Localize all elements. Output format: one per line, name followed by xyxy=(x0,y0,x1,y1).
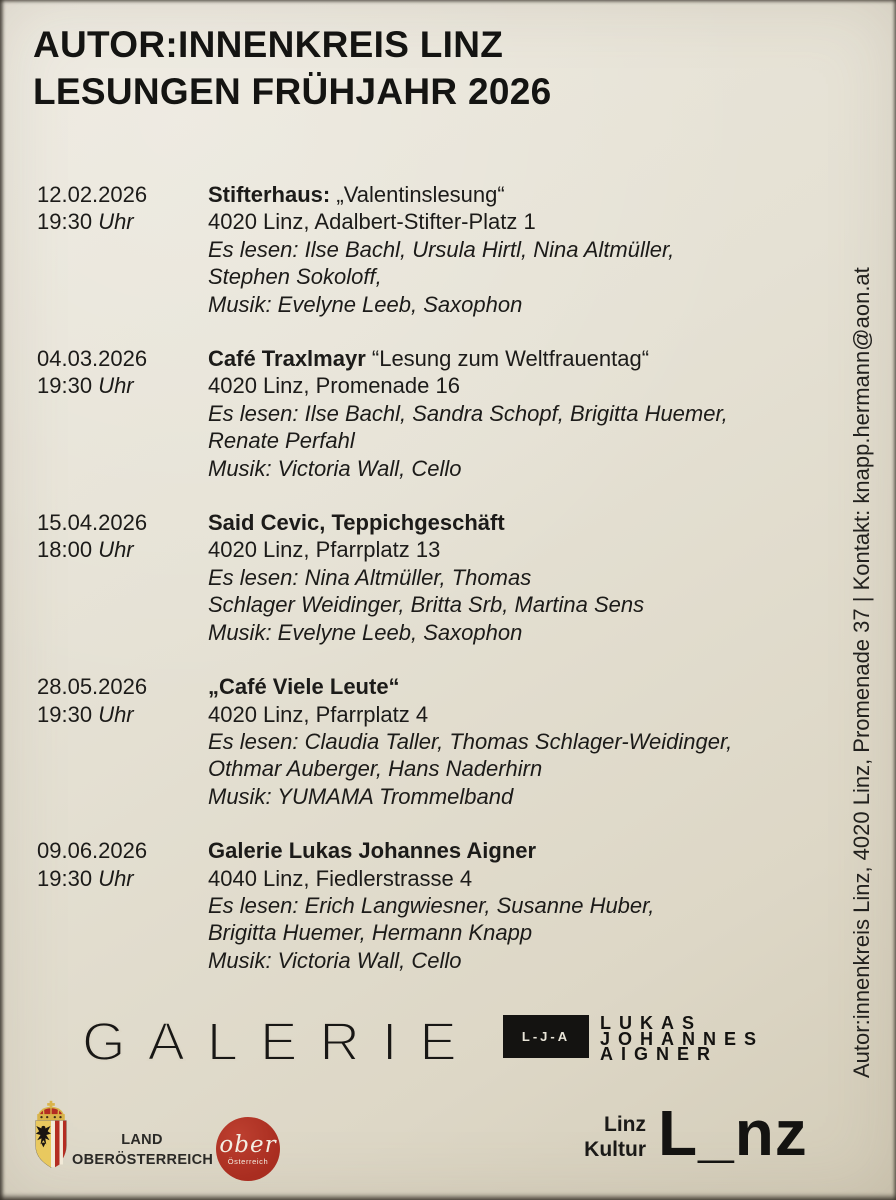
event-date: 15.04.2026 xyxy=(37,510,148,536)
event-venue: Galerie Lukas Johannes Aigner xyxy=(208,838,537,864)
oberoesterreich-logo-icon: ober Österreich xyxy=(216,1117,280,1181)
upper-austria-coat-of-arms-icon xyxy=(32,1100,70,1175)
event-date: 04.03.2026 xyxy=(37,346,148,372)
event-item xyxy=(37,673,837,810)
event-details xyxy=(208,509,837,646)
event-item xyxy=(37,837,837,974)
event-music: Musik: Evelyne Leeb, Saxophon xyxy=(208,619,523,645)
lja-logo-text: LUKAS JOHANNES AIGNER xyxy=(600,1013,765,1064)
event-time: 18:00 Uhr xyxy=(37,537,134,563)
event-readers: Es lesen: Nina Altmüller, Thomas Schlager Weidinger, Britta Srb, Martina Sens xyxy=(208,564,645,618)
event-time: 19:30 Uhr xyxy=(37,701,134,727)
event-details xyxy=(208,181,837,318)
event-date: 12.02.2026 xyxy=(37,182,148,207)
event-music: Musik: Victoria Wall, Cello xyxy=(208,947,462,973)
event-music: Musik: Evelyne Leeb, Saxophon xyxy=(208,291,523,317)
event-readers: Es lesen: Claudia Taller, Thomas Schlager-Weidinger, Othmar Auberger, Hans Naderhirn xyxy=(208,728,733,782)
event-music: Musik: Victoria Wall, Cello xyxy=(208,455,462,481)
event-datetime xyxy=(37,837,208,974)
event-venue: „Café Viele Leute“ xyxy=(208,674,400,700)
event-venue: Café Traxlmayr “Lesung zum Weltfrauentag“ xyxy=(208,346,650,372)
event-date: 09.06.2026 xyxy=(37,838,148,864)
land-oberoesterreich-label: LAND OBERÖSTERREICH xyxy=(72,1132,214,1168)
event-datetime xyxy=(37,345,208,482)
event-time: 19:30 Uhr xyxy=(37,865,134,891)
linz-kultur-label: Linz Kultur xyxy=(584,1113,646,1161)
event-venue: Stifterhaus: „Valentinslesung“ xyxy=(208,182,505,207)
event-details xyxy=(208,837,837,974)
event-readers: Es lesen: Erich Langwiesner, Susanne Huber, Brigitta Huemer, Hermann Knapp xyxy=(208,892,655,946)
event-date: 28.05.2026 xyxy=(37,674,148,700)
poster-title xyxy=(33,21,552,115)
event-item xyxy=(37,509,837,646)
event-item xyxy=(37,345,837,482)
title-line-2: LESUNGEN FRÜHJAHR 2026 xyxy=(33,71,552,112)
event-address: 4020 Linz, Pfarrplatz 4 xyxy=(208,701,429,727)
lukas-johannes-aigner-logo xyxy=(503,1015,764,1063)
event-time: 19:30 Uhr xyxy=(37,209,134,235)
event-datetime xyxy=(37,673,208,810)
event-item xyxy=(37,181,837,318)
event-address: 4020 Linz, Pfarrplatz 13 xyxy=(208,537,441,563)
event-datetime xyxy=(37,181,208,318)
event-address: 4020 Linz, Promenade 16 xyxy=(208,373,460,399)
event-list xyxy=(37,181,837,1001)
lja-logo-icon: L-J-A xyxy=(503,1015,589,1058)
side-contact-text: Autor:innenkreis Linz, 4020 Linz, Promenade 37 | Kontakt: knapp.hermann@aon.at xyxy=(849,267,874,1078)
linz-logo: L_nz xyxy=(658,1097,808,1169)
event-venue: Said Cevic, Teppichgeschäft xyxy=(208,510,505,536)
event-time: 19:30 Uhr xyxy=(37,373,134,399)
event-address: 4040 Linz, Fiedlerstrasse 4 xyxy=(208,865,473,891)
event-readers: Es lesen: Ilse Bachl, Ursula Hirtl, Nina Altmüller, Stephen Sokoloff, xyxy=(208,236,675,290)
event-music: Musik: YUMAMA Trommelband xyxy=(208,783,514,809)
event-datetime xyxy=(37,509,208,646)
event-readers: Es lesen: Ilse Bachl, Sandra Schopf, Brigitta Huemer, Renate Perfahl xyxy=(208,400,728,454)
event-details xyxy=(208,345,837,482)
galerie-logo: GALERIE xyxy=(82,1011,479,1072)
event-details xyxy=(208,673,837,810)
event-address: 4020 Linz, Adalbert-Stifter-Platz 1 xyxy=(208,209,536,235)
title-line-1: AUTOR:INNENKREIS LINZ xyxy=(33,24,504,65)
